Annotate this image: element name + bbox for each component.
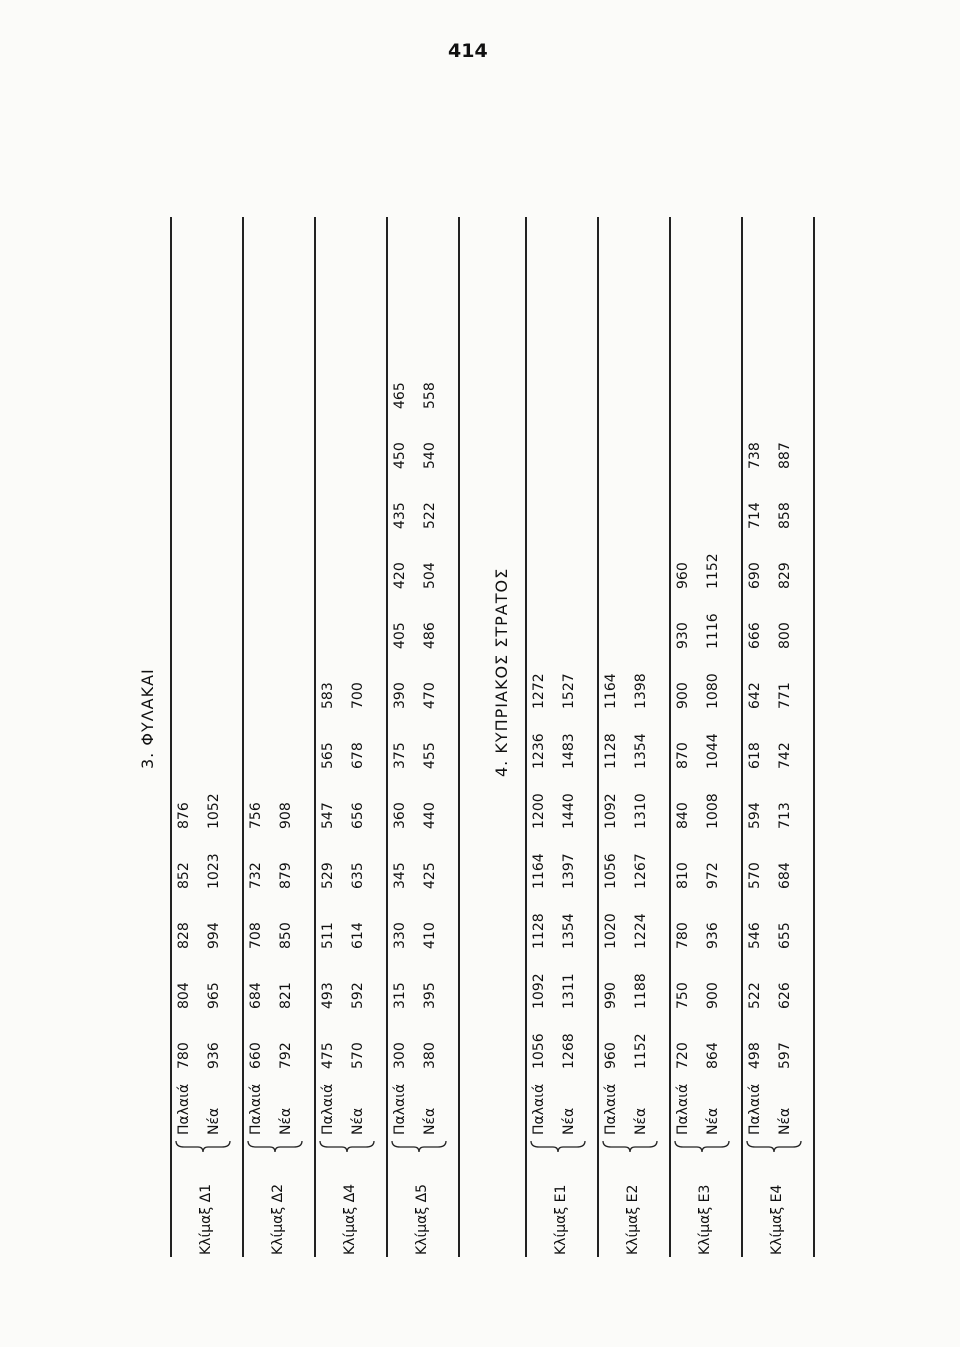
table-cell: 390: [392, 682, 408, 709]
row-label: Παλαιά: [531, 1083, 547, 1135]
row-label: Παλαιά: [392, 1083, 408, 1135]
scale-name: Κλίμαξ Δ2: [270, 1183, 286, 1255]
table-cell: 1164: [531, 853, 547, 889]
table-cell: 828: [176, 922, 192, 949]
scale-name: Κλίμαξ Ε1: [553, 1184, 569, 1255]
table-cell: 900: [675, 682, 691, 709]
table-cell: 810: [675, 862, 691, 889]
row-label: Νέα: [561, 1107, 577, 1135]
table-cell: 720: [675, 1042, 691, 1069]
table-cell: 1116: [705, 613, 721, 649]
table-cell: 714: [747, 502, 763, 529]
table-cell: 655: [777, 922, 793, 949]
table-cell: 1268: [561, 1033, 577, 1069]
table-cell: 742: [777, 742, 793, 769]
table-cell: 1092: [603, 793, 619, 829]
table-cell: 405: [392, 622, 408, 649]
table-cell: 493: [320, 982, 336, 1009]
table-cell: 756: [248, 802, 264, 829]
scale-name: Κλίμαξ Δ1: [198, 1183, 214, 1255]
table-cell: 425: [422, 862, 438, 889]
table-cell: 870: [675, 742, 691, 769]
table-cell: 750: [675, 982, 691, 1009]
table-cell: 592: [350, 982, 366, 1009]
table-cell: 465: [392, 382, 408, 409]
row-label: Παλαιά: [675, 1083, 691, 1135]
table-cell: 1164: [603, 673, 619, 709]
table-cell: 771: [777, 682, 793, 709]
table-cell: 420: [392, 562, 408, 589]
row-label: Νέα: [633, 1107, 649, 1135]
table-rule: [458, 217, 460, 1257]
table-cell: 546: [747, 922, 763, 949]
table-cell: 1056: [531, 1033, 547, 1069]
table-cell: 1272: [531, 673, 547, 709]
table-cell: 1397: [561, 853, 577, 889]
table-cell: 780: [675, 922, 691, 949]
table-cell: 804: [176, 982, 192, 1009]
table-cell: 990: [603, 982, 619, 1009]
table-cell: 642: [747, 682, 763, 709]
table-cell: 594: [747, 802, 763, 829]
table-cell: 410: [422, 922, 438, 949]
table-cell: 800: [777, 622, 793, 649]
table-cell: 994: [206, 922, 222, 949]
table-cell: 700: [350, 682, 366, 709]
row-label: Νέα: [350, 1107, 366, 1135]
row-label: Νέα: [777, 1107, 793, 1135]
table-cell: 522: [422, 502, 438, 529]
table-cell: 570: [747, 862, 763, 889]
row-label: Παλαιά: [176, 1083, 192, 1135]
table-cell: 435: [392, 502, 408, 529]
table-cell: 455: [422, 742, 438, 769]
table-cell: 852: [176, 862, 192, 889]
scale-group: [314, 217, 386, 1257]
table-cell: 1188: [633, 973, 649, 1009]
table-cell: 1152: [705, 553, 721, 589]
scale-name: Κλίμαξ Δ5: [414, 1183, 430, 1255]
table-cell: 821: [278, 982, 294, 1009]
table-cell: 684: [777, 862, 793, 889]
table-rule: [813, 217, 815, 1257]
table-cell: 626: [777, 982, 793, 1009]
table-cell: 540: [422, 442, 438, 469]
table-cell: 829: [777, 562, 793, 589]
table-cell: 960: [675, 562, 691, 589]
table-cell: 345: [392, 862, 408, 889]
table-cell: 565: [320, 742, 336, 769]
page-number: 414: [448, 40, 488, 62]
table-cell: 678: [350, 742, 366, 769]
table-cell: 511: [320, 922, 336, 949]
table-cell: 315: [392, 982, 408, 1009]
table-cell: 375: [392, 742, 408, 769]
scale-name: Κλίμαξ Ε4: [769, 1184, 785, 1255]
brace-icon: [390, 1139, 448, 1153]
table-cell: 840: [675, 802, 691, 829]
row-label: Νέα: [705, 1107, 721, 1135]
table-cell: 660: [248, 1042, 264, 1069]
table-cell: 380: [422, 1042, 438, 1069]
table-cell: 936: [206, 1042, 222, 1069]
scale-group: [170, 217, 242, 1257]
table-cell: 1354: [633, 733, 649, 769]
table-cell: 684: [248, 982, 264, 1009]
table-cell: 1483: [561, 733, 577, 769]
scale-group: [597, 217, 669, 1257]
table-cell: 1311: [561, 973, 577, 1009]
table-cell: 1056: [603, 853, 619, 889]
table-cell: 360: [392, 802, 408, 829]
table-cell: 498: [747, 1042, 763, 1069]
section-title: 3. ΦΥΛΑΚΑΙ: [138, 668, 157, 769]
section-title: 4. ΚΥΠΡΙΑΚΟΣ ΣΤΡΑΤΟΣ: [492, 567, 511, 777]
table-cell: 583: [320, 682, 336, 709]
brace-icon: [174, 1139, 232, 1153]
row-label: Νέα: [422, 1107, 438, 1135]
table-cell: 1200: [531, 793, 547, 829]
row-label: Παλαιά: [248, 1083, 264, 1135]
table-cell: 504: [422, 562, 438, 589]
table-cell: 522: [747, 982, 763, 1009]
brace-icon: [601, 1139, 659, 1153]
table-cell: 570: [350, 1042, 366, 1069]
table-cell: 936: [705, 922, 721, 949]
table-cell: 972: [705, 862, 721, 889]
table-cell: 879: [278, 862, 294, 889]
row-label: Νέα: [206, 1107, 222, 1135]
scale-group: [741, 217, 813, 1257]
table-cell: 887: [777, 442, 793, 469]
table-cell: 395: [422, 982, 438, 1009]
row-label: Παλαιά: [603, 1083, 619, 1135]
table-cell: 1020: [603, 913, 619, 949]
scale-name: Κλίμαξ Ε3: [697, 1184, 713, 1255]
table-cell: 1023: [206, 853, 222, 889]
table-cell: 440: [422, 802, 438, 829]
table-cell: 450: [392, 442, 408, 469]
table-cell: 618: [747, 742, 763, 769]
scale-group: [242, 217, 314, 1257]
table-cell: 780: [176, 1042, 192, 1069]
table-cell: 858: [777, 502, 793, 529]
table-cell: 864: [705, 1042, 721, 1069]
scale-group: [386, 217, 458, 1257]
brace-icon: [318, 1139, 376, 1153]
row-label: Νέα: [278, 1107, 294, 1135]
table-cell: 1128: [603, 733, 619, 769]
table-cell: 486: [422, 622, 438, 649]
table-cell: 930: [675, 622, 691, 649]
scale-name: Κλίμαξ Ε2: [625, 1184, 641, 1255]
table-cell: 713: [777, 802, 793, 829]
table-cell: 732: [248, 862, 264, 889]
table-cell: 690: [747, 562, 763, 589]
table-cell: 1052: [206, 793, 222, 829]
brace-icon: [529, 1139, 587, 1153]
table-cell: 1267: [633, 853, 649, 889]
brace-icon: [745, 1139, 803, 1153]
table-cell: 1224: [633, 913, 649, 949]
table-cell: 666: [747, 622, 763, 649]
row-label: Παλαιά: [320, 1083, 336, 1135]
table-cell: 792: [278, 1042, 294, 1069]
table-cell: 300: [392, 1042, 408, 1069]
table-cell: 900: [705, 982, 721, 1009]
table-cell: 1044: [705, 733, 721, 769]
table-cell: 656: [350, 802, 366, 829]
table-cell: 850: [278, 922, 294, 949]
table-cell: 558: [422, 382, 438, 409]
table-cell: 965: [206, 982, 222, 1009]
table-cell: 635: [350, 862, 366, 889]
table-cell: 708: [248, 922, 264, 949]
table-cell: 614: [350, 922, 366, 949]
table-cell: 1080: [705, 673, 721, 709]
table-cell: 330: [392, 922, 408, 949]
table-cell: 529: [320, 862, 336, 889]
table-cell: 738: [747, 442, 763, 469]
scale-group: [669, 217, 741, 1257]
table-cell: 908: [278, 802, 294, 829]
table-cell: 876: [176, 802, 192, 829]
scale-group: [525, 217, 597, 1257]
table-cell: 475: [320, 1042, 336, 1069]
table-cell: 1440: [561, 793, 577, 829]
brace-icon: [246, 1139, 304, 1153]
table-cell: 1092: [531, 973, 547, 1009]
table-cell: 1527: [561, 673, 577, 709]
table-cell: 470: [422, 682, 438, 709]
table-cell: 1152: [633, 1033, 649, 1069]
table-cell: 1398: [633, 673, 649, 709]
rotated-table-sheet: [10, 37, 910, 1257]
table-cell: 1128: [531, 913, 547, 949]
table-cell: 960: [603, 1042, 619, 1069]
table-cell: 1236: [531, 733, 547, 769]
brace-icon: [673, 1139, 731, 1153]
table-cell: 1008: [705, 793, 721, 829]
table-cell: 547: [320, 802, 336, 829]
table-cell: 1310: [633, 793, 649, 829]
row-label: Παλαιά: [747, 1083, 763, 1135]
scale-name: Κλίμαξ Δ4: [342, 1183, 358, 1255]
table-cell: 1354: [561, 913, 577, 949]
table-cell: 597: [777, 1042, 793, 1069]
